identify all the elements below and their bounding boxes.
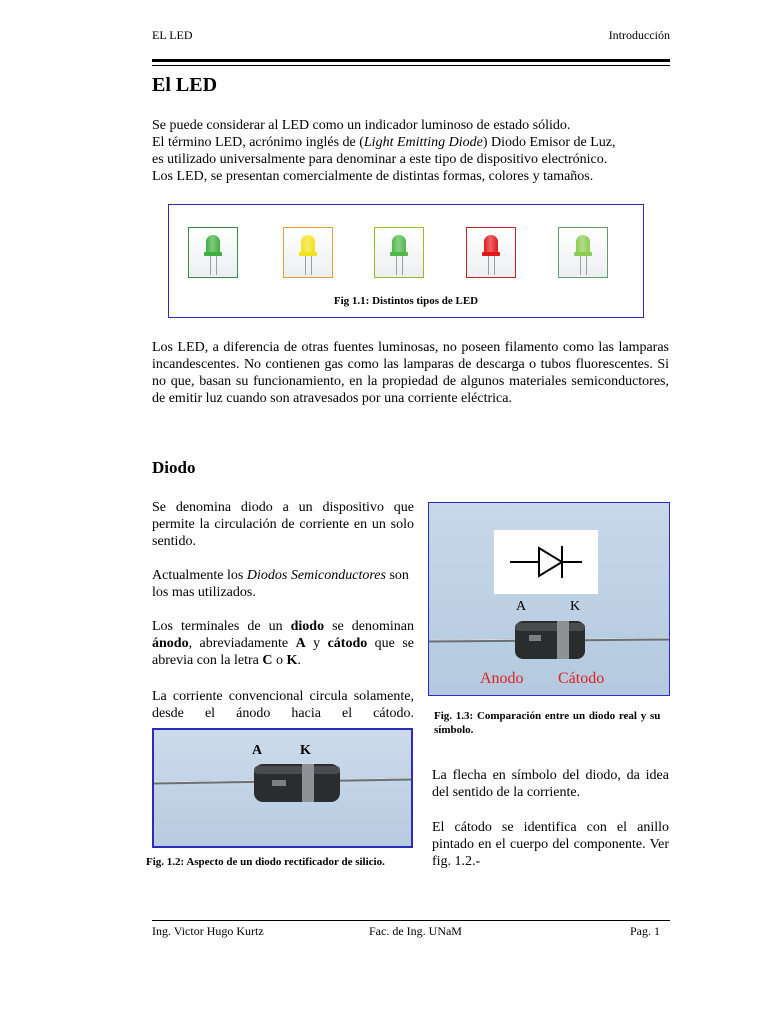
header-rule-thick <box>152 59 670 62</box>
red-led-icon <box>466 227 516 278</box>
page-header <box>152 28 670 43</box>
footer-institution: Fac. de Ing. UNaM <box>369 924 462 938</box>
led-lens <box>392 235 406 253</box>
led-leg <box>402 256 403 275</box>
figure-led-types <box>168 204 644 318</box>
led-rim <box>299 252 317 256</box>
small-green-led-icon <box>374 227 424 278</box>
led-rim <box>482 252 500 256</box>
led-leg <box>216 256 217 275</box>
led-leg <box>586 256 587 275</box>
led-leg <box>488 256 489 275</box>
led-lens <box>301 235 315 253</box>
diodo-paragraph-1: Se denomina diodo a un dispositivo que permite la circulación de corriente en un solo sentido. <box>152 500 414 549</box>
diode-symbol-icon <box>494 530 598 594</box>
header-rule-thin <box>152 65 670 66</box>
diodo-paragraph-5: La flecha en símbolo del diodo, da idea del sentido de la corriente. <box>432 768 669 800</box>
diodo-paragraph-3: Los terminales de un diodo se denominan ánodo, abreviadamente A y cátodo que se abrevia con la letra C o K. <box>152 619 414 668</box>
diode-symbol-panel <box>494 530 598 594</box>
led-leg <box>305 256 306 275</box>
header-right: Introducción <box>608 28 670 42</box>
fig2-label-k: K <box>300 743 311 758</box>
light-green-led-icon <box>558 227 608 278</box>
fig3-catodo-label: Cátodo <box>558 670 605 687</box>
intro-paragraph <box>152 117 672 185</box>
diodo-paragraph-2: Actualmente los Diodos Semiconductores son los mas utilizados. <box>152 568 409 600</box>
fig3-label-a: A <box>516 599 527 614</box>
diodo-paragraph-4: La corriente convencional circula solamente, desde el ánodo hacia el cátodo. <box>152 689 414 721</box>
led-leg <box>396 256 397 275</box>
led-lens <box>484 235 498 253</box>
rectifier-diode-photo-icon <box>154 758 411 818</box>
figure-diode-comparison <box>428 502 670 696</box>
led-leg <box>580 256 581 275</box>
footer-rule <box>152 920 670 921</box>
fig3-caption: Fig. 1.3: Comparación entre un diodo real y su símbolo. <box>434 710 661 736</box>
intro-line-4: Los LED, se presentan comercialmente de distintas formas, colores y tamaños. <box>152 169 594 184</box>
led-lens <box>576 235 590 253</box>
led-leg <box>311 256 312 275</box>
fig3-label-k: K <box>570 599 581 614</box>
page-title: El LED <box>152 74 218 96</box>
intro-line-2: El término LED, acrónimo inglés de (Light Emitting Diode) Diodo Emisor de Luz, <box>152 135 616 150</box>
fig3-anodo-label: Anodo <box>480 670 524 687</box>
header-left: EL LED <box>152 28 193 42</box>
intro-line-1: Se puede considerar al LED como un indicador luminoso de estado sólido. <box>152 118 571 133</box>
led-leg <box>494 256 495 275</box>
footer-page-number: Pag. 1 <box>630 924 660 938</box>
led-description-paragraph: Los LED, a diferencia de otras fuentes luminosas, no poseen filamento como las lamparas incandescentes. No contienen gas como las lamparas de descarga o tubos fluorescentes. Si no que, basan su funcionamiento, en la propiedad de algunos materiales semiconductores, de emitir luz cuando son atravesados por una corriente eléctrica. <box>152 340 669 406</box>
fig1-caption: Fig 1.1: Distintos tipos de LED <box>333 295 479 307</box>
yellow-led-icon <box>283 227 333 278</box>
led-rim <box>574 252 592 256</box>
led-rim <box>204 252 222 256</box>
led-leg <box>210 256 211 275</box>
fig2-label-a: A <box>252 743 263 758</box>
figure-rectifier-diode <box>152 728 413 848</box>
footer-author: Ing. Victor Hugo Kurtz <box>152 924 264 938</box>
diodo-paragraph-6: El cátodo se identifica con el anillo pintado en el cuerpo del componente. Ver fig. 1.2.- <box>432 820 669 869</box>
diode-photo-icon <box>429 615 669 675</box>
intro-line-3: es utilizado universalmente para denominar a este tipo de dispositivo electrónico. <box>152 152 608 167</box>
green-led-icon <box>188 227 238 278</box>
section-heading-diodo: Diodo <box>152 458 196 477</box>
led-rim <box>390 252 408 256</box>
fig2-caption: Fig. 1.2: Aspecto de un diodo rectificador de silicio. <box>146 856 385 868</box>
led-lens <box>206 235 220 253</box>
